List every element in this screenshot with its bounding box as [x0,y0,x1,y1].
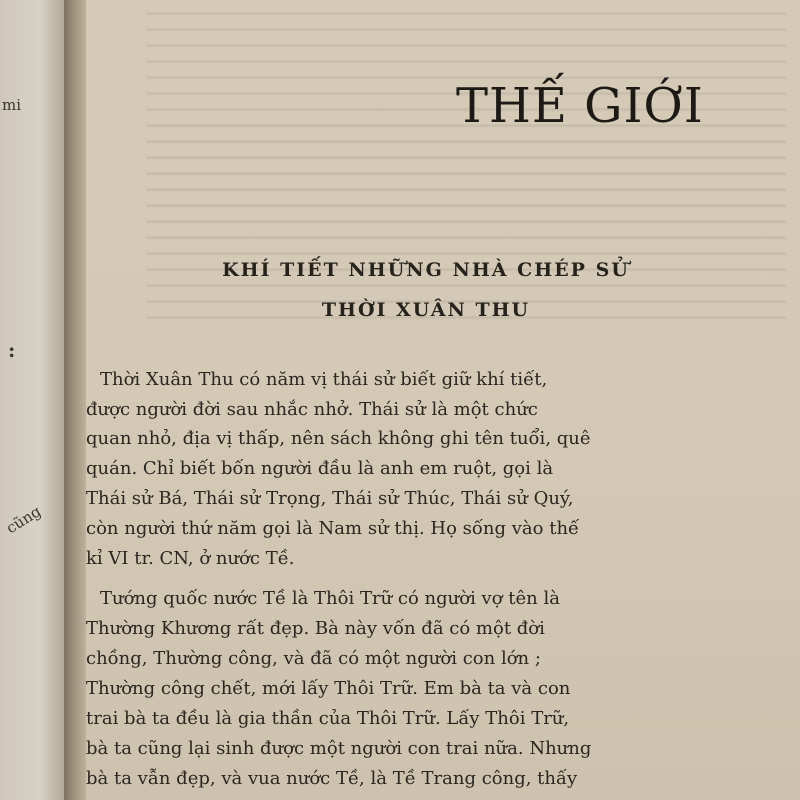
left-page-fragment-middle: : [8,338,16,362]
article-title [126,250,726,330]
article-title-line-2: THỜI XUÂN THU [321,299,531,321]
book-gutter [64,0,88,800]
body-line: bà ta vẫn đẹp, và vua nước Tề, là Tề Trang công, thấy [86,768,578,789]
body-line: được người đời sau nhắc nhở. Thái sử là một chức [86,399,538,420]
body-line: chồng, Thường công, và đã có một người con lớn ; [86,648,541,669]
body-line: quan nhỏ, địa vị thấp, nên sách không ghi tên tuổi, quê [86,428,591,449]
body-line: Thời Xuân Thu có năm vị thái sử biết giữ khí tiết, [100,369,548,390]
body-line: Thường công chết, mới lấy Thôi Trữ. Em bà ta và con [86,678,571,699]
body-line: Thái sử Bá, Thái sử Trọng, Thái sử Thúc, Thái sử Quý, [86,488,574,509]
left-page-fragment-top: mi [2,96,22,114]
body-line: Thường Khương rất đẹp. Bà này vốn đã có một đời [86,618,545,639]
left-page-edge [0,0,72,800]
body-line: quán. Chỉ biết bốn người đầu là anh em ruột, gọi là [86,458,554,479]
article-title-line-1: KHÍ TIẾT NHỮNG NHÀ CHÉP SỬ [222,259,630,281]
body-line: bà ta cũng lại sinh được một người con trai nữa. Nhưng [86,738,592,759]
left-page-fragment-low: cũng [3,502,45,538]
body-line: trai bà ta đều là gia thần của Thôi Trữ. Lấy Thôi Trữ, [86,708,570,729]
main-page [86,0,800,800]
section-title: THẾ GIỚI [456,78,704,134]
body-line: Tướng quốc nước Tề là Thôi Trữ có người vợ tên là [100,588,560,609]
body-line: còn người thứ năm gọi là Nam sử thị. Họ sống vào thế [86,518,580,539]
body-line: kỉ VI tr. CN, ở nước Tề. [86,548,295,569]
